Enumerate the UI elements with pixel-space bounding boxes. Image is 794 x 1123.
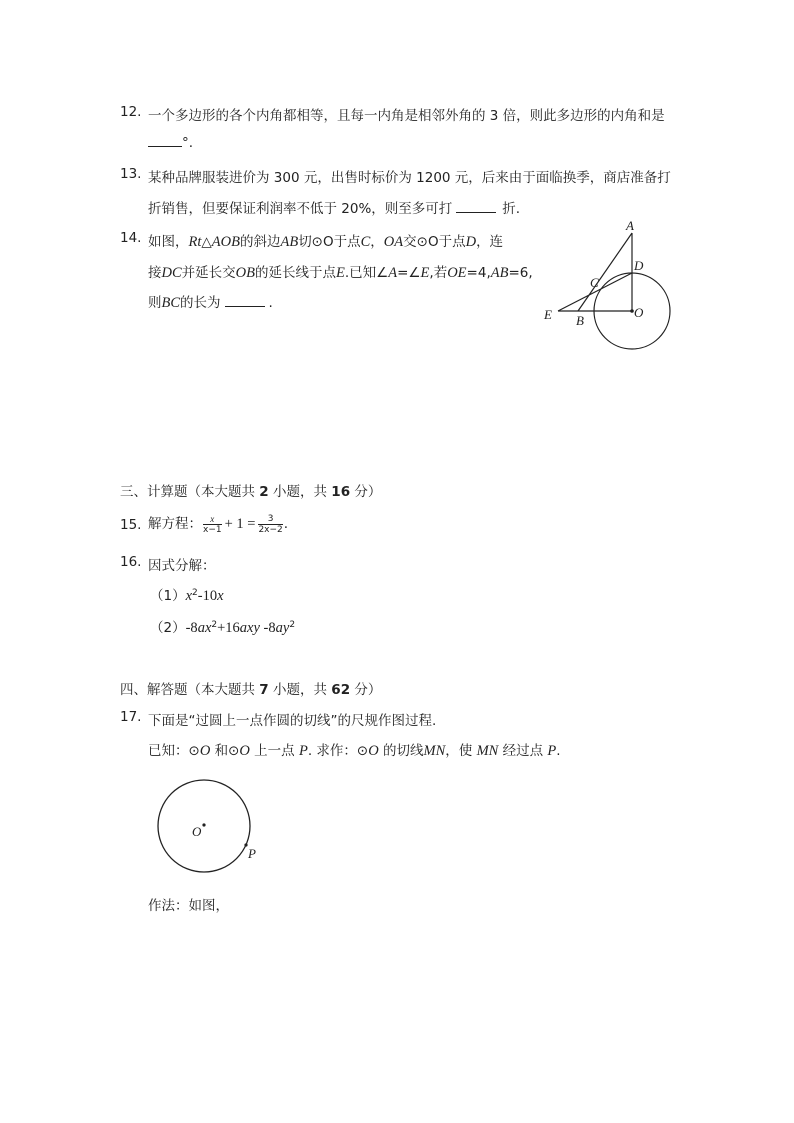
q13-number: 13. [120,166,142,182]
q17-text-line3: 作法：如图， [148,898,229,914]
label-o: O [192,824,202,839]
q16-part-1: $(1)x^2-10x$ [150,588,224,604]
q12-number: 12. [120,104,142,120]
q17-text-line2: 已知：⊙O 和⊙O 上一点 P. 求作：⊙O 的切线MN，使 MN 经过点 P. [148,743,561,759]
label-p: P [248,846,256,861]
fraction-1: $\frac{x}{x-1}$ [203,513,222,535]
q14-number: 14. [120,230,142,246]
segment-ab [578,233,632,311]
q15-number: 15. [120,517,142,533]
fraction-2: $\frac{3}{2x-2}$ [258,513,283,535]
q12-text-line2: °. [148,134,193,151]
q13-answer-blank [456,200,496,213]
q17-number: 17. [120,709,142,725]
q16-number: 16. [120,554,142,570]
q17-circle-figure [150,778,270,878]
q12-text-line1: 一个多边形的各个内角都相等，且每一内角是相邻外角的 3 倍，则此多边形的内角和是 [148,108,665,124]
q14-geometry-figure [530,215,690,365]
q17-text-line1: 下面是“过圆上一点作圆的切线”的尺规作图过程. [148,713,437,729]
q16-text: 因式分解： [148,558,216,574]
q14-text-line1: 如图，Rt△AOB的斜边AB切⊙O于点C，OA交⊙O于点D，连 [148,234,504,250]
q16-part-2: $(2)-8ax^2+16axy$ $-8ay^2$ [150,620,296,636]
q14-text-line3: 则BC的长为 . [148,295,273,311]
label-a: A [626,218,634,233]
label-c: C [590,275,599,290]
point-o [202,823,205,826]
q14-text-line2: 接DC并延长交OB的延长线于点E.已知∠A=∠E,若OE=4,AB=6, [148,265,533,281]
section-4-heading: 四、解答题（本大题共 7 小题，共 62 分） [120,682,382,698]
q15-equation: 解方程： $\frac{x}{x-1}$ + 1 = $\frac{3}{2x-2}$ . [148,513,289,535]
q12-answer-blank [148,134,182,147]
label-o: O [634,305,644,320]
q13-text-line1: 某种品牌服装进价为 300 元，出售时标价为 1200 元，后来由于面临换季，商店准备打 [148,170,671,186]
q14-answer-blank [225,294,265,307]
label-b: B [576,313,584,328]
label-e: E [544,307,552,322]
label-d: D [634,258,644,273]
q13-text-line2: 折销售，但要保证利润率不低于 20%，则至多可打 折. [148,201,521,217]
section-3-heading: 三、计算题（本大题共 2 小题，共 16 分） [120,484,382,500]
